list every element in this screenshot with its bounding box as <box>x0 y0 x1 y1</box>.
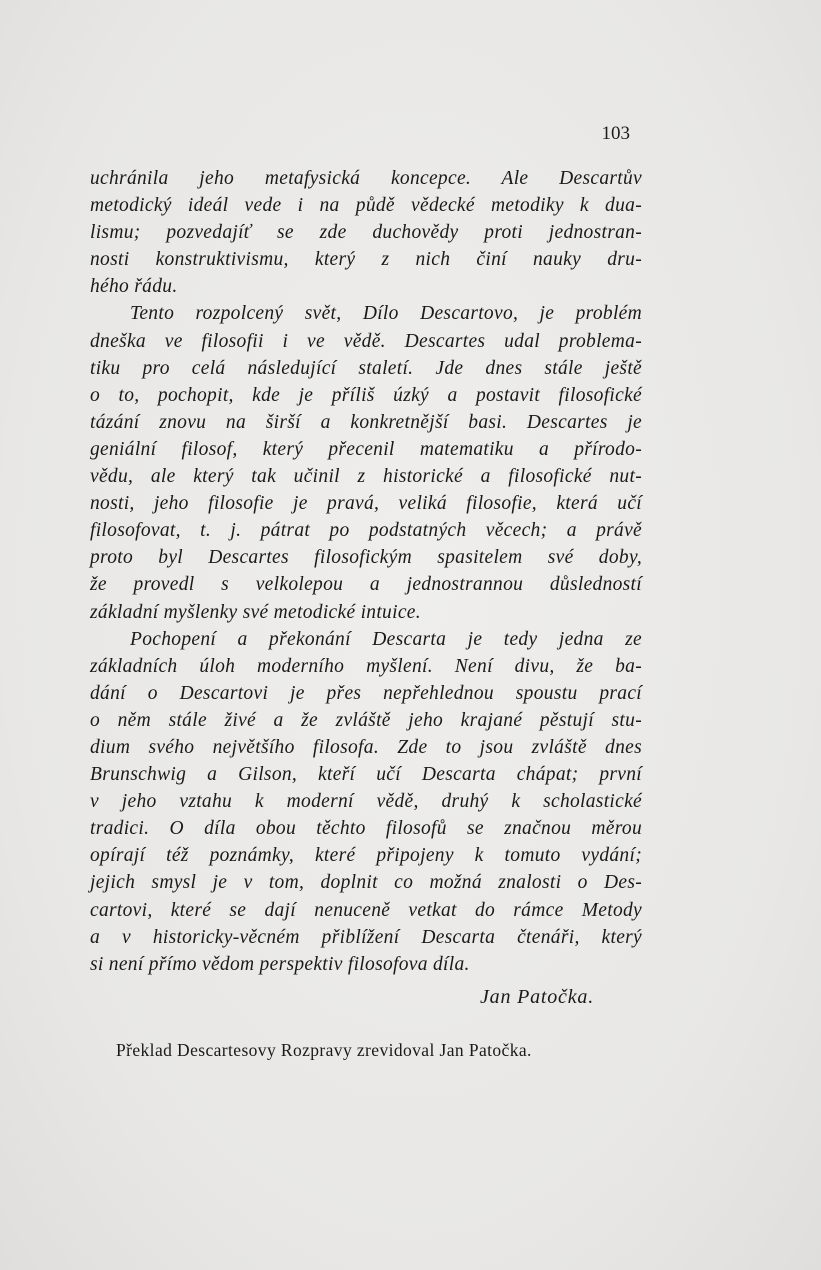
paragraph-start-line: Pochopení a překonání Descarta je tedy jedna ze <box>130 628 642 650</box>
text-line: tradici. O díla obou těchto filosofů se značnou měrou <box>90 818 642 840</box>
text-line: vědu, ale který tak učinil z historické a filosofické nut- <box>90 466 642 488</box>
author-signature: Jan Patočka. <box>480 986 595 1008</box>
text-line: o něm stále živé a že zvláště jeho krajané pěstují stu- <box>90 709 642 731</box>
text-line: opírají též poznámky, které připojeny k tomuto vydání; <box>90 845 642 867</box>
text-line: proto byl Descartes filosofickým spasitelem své doby, <box>90 547 642 569</box>
text-line: nosti konstruktivismu, který z nich činí nauky dru- <box>90 249 642 271</box>
text-line: a v historicky-věcném přiblížení Descarta čtenáři, který <box>90 926 642 948</box>
text-line: dneška ve filosofii i ve vědě. Descartes udal problema- <box>90 330 642 352</box>
text-line: o to, pochopit, kde je příliš úzký a postavit filosofické <box>90 384 642 406</box>
text-line: jejich smysl je v tom, doplnit co možná znalosti o Des- <box>90 872 642 894</box>
text-line: filosofovat, t. j. pátrat po podstatných věcech; a právě <box>90 520 642 542</box>
page-number: 103 <box>601 123 630 144</box>
text-line: lismu; pozvedajíť se zde duchovědy proti jednostran- <box>90 222 642 244</box>
text-line: tiku pro celá následující staletí. Jde dnes stále ještě <box>90 357 642 379</box>
text-line: si není přímo vědom perspektiv filosofova díla. <box>90 953 470 975</box>
body-text <box>90 165 642 978</box>
paragraph-start-line: Tento rozpolcený svět, Dílo Descartovo, je problém <box>130 303 642 325</box>
text-line: v jeho vztahu k moderní vědě, druhý k scholastické <box>90 791 642 813</box>
text-line: základních úloh moderního myšlení. Není divu, že ba- <box>90 655 642 677</box>
text-line: Brunschwig a Gilson, kteří učí Descarta chápat; první <box>90 764 642 786</box>
text-line: nosti, jeho filosofie je pravá, veliká filosofie, která učí <box>90 493 642 515</box>
translation-note: Překlad Descartesovy Rozpravy zrevidoval Jan Patočka. <box>116 1040 532 1060</box>
text-line: dání o Descartovi je přes nepřehlednou spoustu prací <box>90 682 642 704</box>
text-line: metodický ideál vede i na půdě vědecké metodiky k dua- <box>90 195 642 217</box>
text-line: základní myšlenky své metodické intuice. <box>90 601 421 623</box>
text-line: dium svého největšího filosofa. Zde to jsou zvláště dnes <box>90 736 642 758</box>
text-line: že provedl s velkolepou a jednostrannou důsledností <box>90 574 642 596</box>
text-line: cartovi, které se dají nenuceně vetkat do rámce Metody <box>90 899 642 921</box>
text-line: tázání znovu na širší a konkretnější basi. Descartes je <box>90 411 642 433</box>
text-line: geniální filosof, který přecenil matematiku a přírodo- <box>90 438 642 460</box>
text-line: uchránila jeho metafysická koncepce. Ale Descartův <box>90 168 642 189</box>
text-line: hého řádu. <box>90 276 178 298</box>
